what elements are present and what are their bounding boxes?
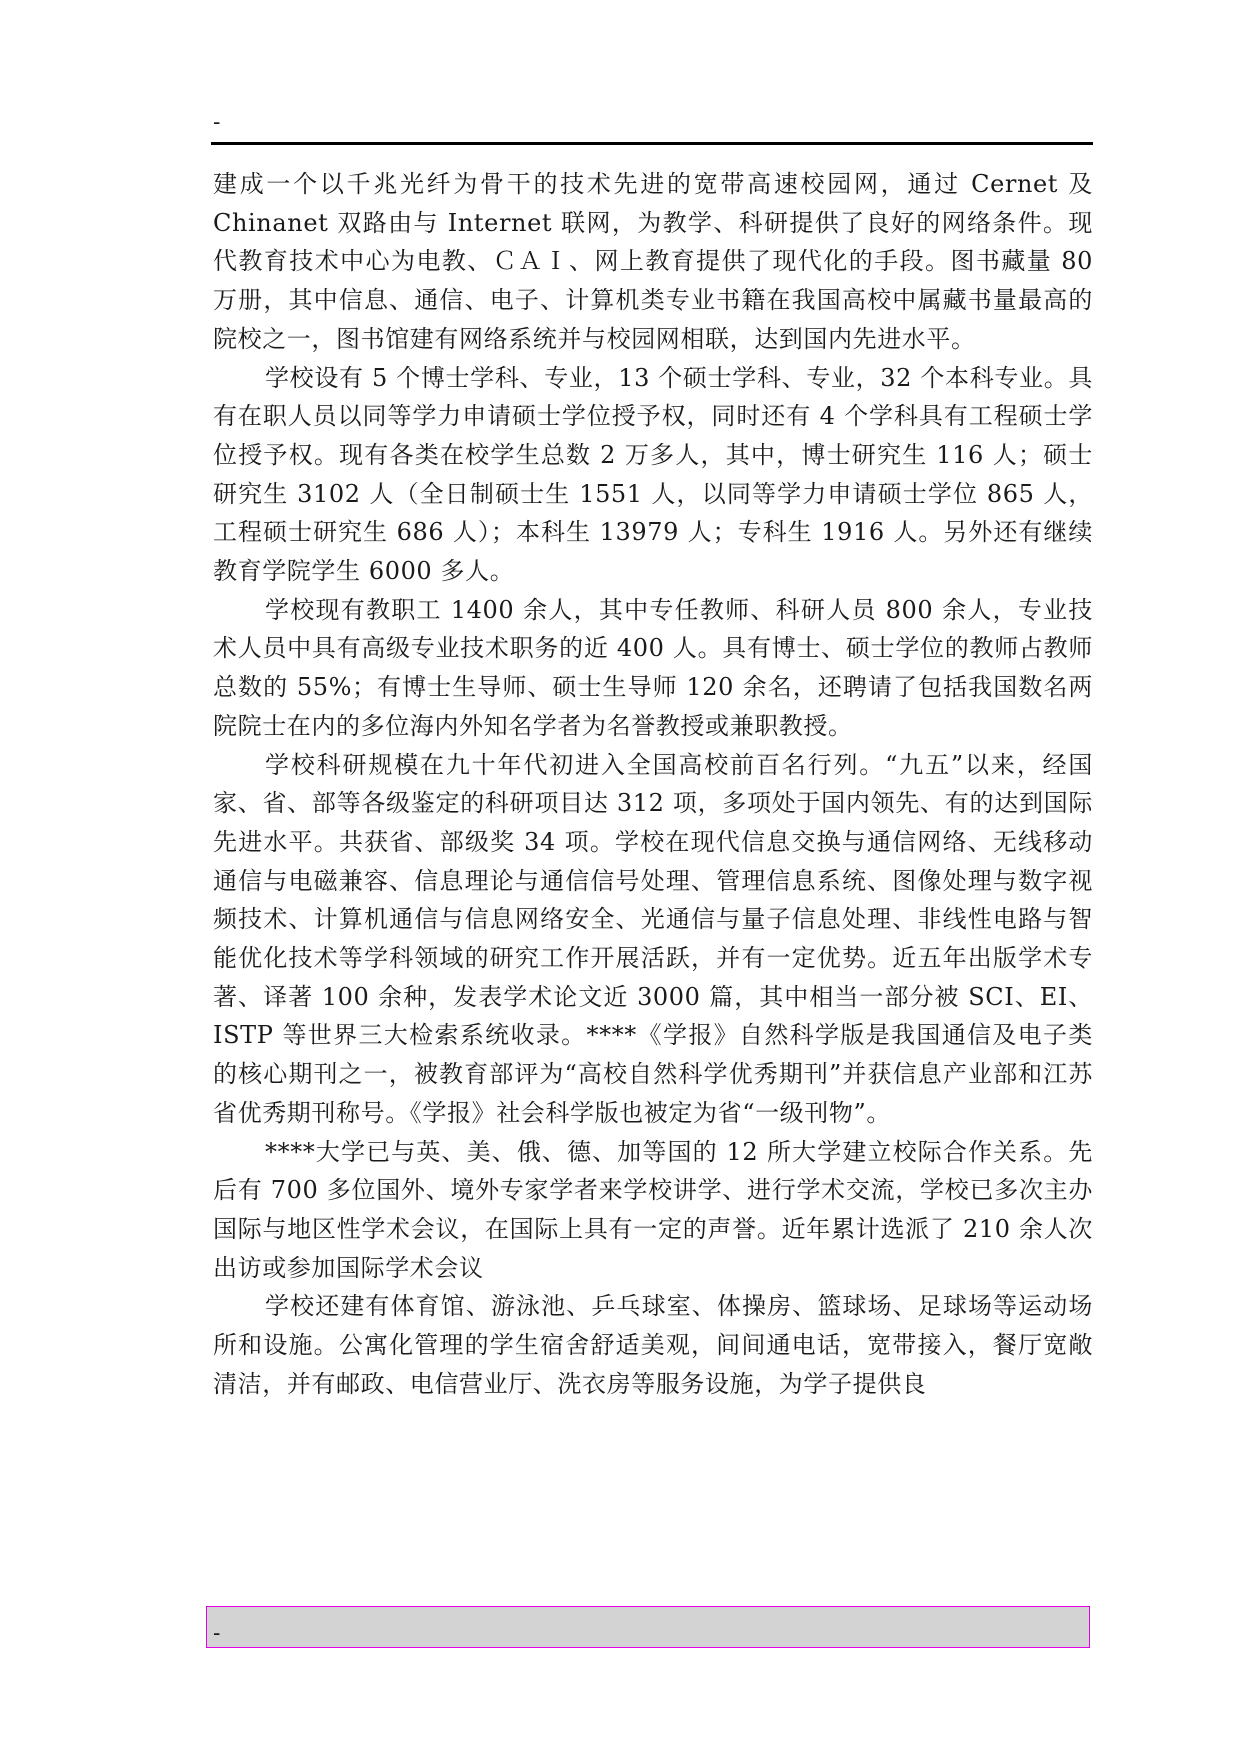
footer-mark: - [213, 1621, 221, 1646]
paragraph-degrees: 学校设有 5 个博士学科、专业，13 个硕士学科、专业，32 个本科专业。具有在职人员以同等学力申请硕士学位授予权，同时还有 4 个学科具有工程硕士学位授予权。现有各类在校学生总数 2 万多人，其中，博士研究生 116 人；硕士研究生 3102 人（全日制硕士生 1551 人，以同等学力申请硕士学位 865 人，工程硕士研究生 686 人）；本科生 13979 人；专科生 1916 人。另外还有继续教育学院学生 6000 多人。 [213, 363, 1093, 586]
header-rule [211, 142, 1093, 145]
paragraph-facilities: 学校还建有体育馆、游泳池、乒乓球室、体操房、篮球场、足球场等运动场所和设施。公寓化管理的学生宿舍舒适美观，间间通电话，宽带接入，餐厅宽敞清洁，并有邮政、电信营业厅、洗衣房等服务设施，为学子提供良 [213, 1292, 1093, 1398]
paragraph-international: ****大学已与英、美、俄、德、加等国的 12 所大学建立校际合作关系。先后有 700 多位国外、境外专家学者来学校讲学、进行学术交流，学校已多次主办国际与地区性学术会议，在国际上具有一定的声誉。近年累计选派了 210 余人次出访或参加国际学术会议 [213, 1137, 1093, 1282]
paragraph-faculty: 学校现有教职工 1400 余人，其中专任教师、科研人员 800 余人，专业技术人员中具有高级专业技术职务的近 400 人。具有博士、硕士学位的教师占教师总数的 55%；有博士生导师、硕士生导师 120 余名，还聘请了包括我国数名两院院士在内的多位海内外知名学者为名誉教授或兼职教授。 [213, 595, 1093, 740]
footer-box [206, 1606, 1090, 1648]
header-mark: - [213, 110, 221, 135]
paragraph-research: 学校科研规模在九十年代初进入全国高校前百名行列。“九五”以来，经国家、省、部等各级鉴定的科研项目达 312 项，多项处于国内领先、有的达到国际先进水平。共获省、部级奖 34 项。学校在现代信息交换与通信网络、无线移动通信与电磁兼容、信息理论与通信信号处理、管理信息系统、图像处理与数字视频技术、计算机通信与信息网络安全、光通信与量子信息处理、非线性电路与智能优化技术等学科领域的研究工作开展活跃，并有一定优势。近五年出版学术专著、译著 100 余种，发表学术论文近 3000 篇，其中相当一部分被 SCI、EI、ISTP 等世界三大检索系统收录。****《学报》自然科学版是我国通信及电子类的核心期刊之一，被教育部评为“高校自然科学优秀期刊”并获信息产业部和江苏省优秀期刊称号。《学报》社会科学版也被定为省“一级刊物”。 [213, 750, 1093, 1127]
body-text [213, 165, 1093, 1404]
paragraph-continuation: 建成一个以千兆光纤为骨干的技术先进的宽带高速校园网，通过 Cernet 及 Chinanet 双路由与 Internet 联网，为教学、科研提供了良好的网络条件。现代教育技术中心为电教、ＣＡＩ、网上教育提供了现代化的手段。图书藏量 80 万册，其中信息、通信、电子、计算机类专业书籍在我国高校中属藏书量最高的院校之一，图书馆建有网络系统并与校园网相联，达到国内先进水平。 [213, 170, 1093, 353]
